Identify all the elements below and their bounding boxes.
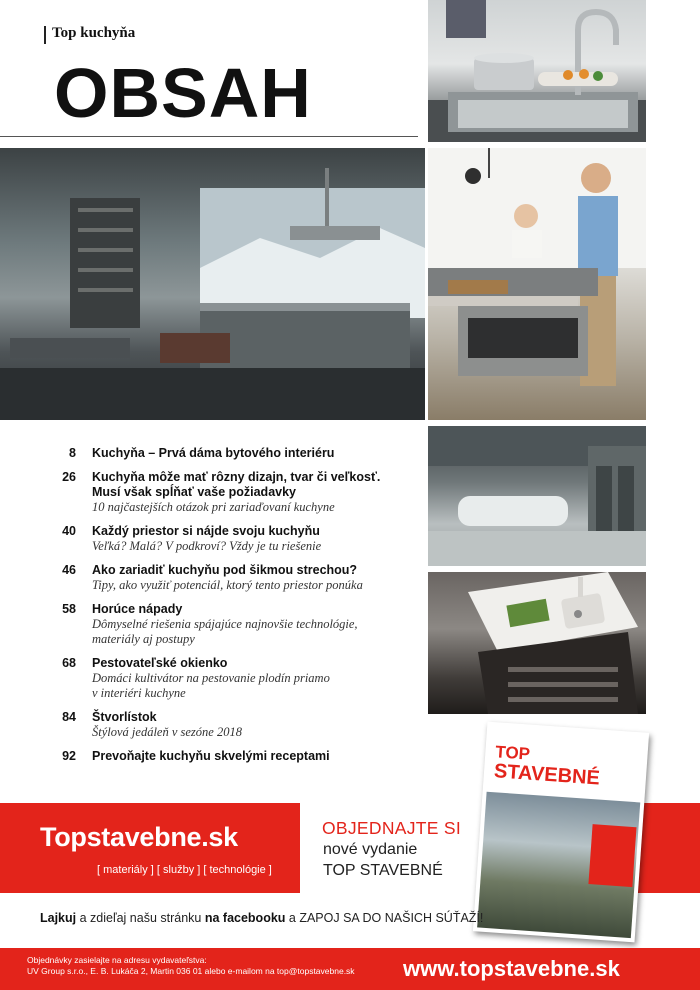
toc-subtitle: Dômyselné riešenia spájajúce najnovšie technológie, materiály aj postupy: [92, 617, 358, 646]
ad-cta-text: nové vydanie: [323, 841, 418, 858]
toc-subtitle: 10 najčastejších otázok pri zariaďovaní kuchyne: [92, 500, 335, 514]
toc-item[interactable]: [50, 710, 430, 740]
title-rule: [0, 136, 418, 137]
footer-address-label: Objednávky zasielajte na adresu vydavateľstva:: [27, 955, 207, 965]
toc-page-number: 46: [62, 563, 76, 577]
toc-page-number: 68: [62, 656, 76, 670]
section-title: Top kuchyňa: [52, 25, 136, 41]
page-title: OBSAH: [54, 54, 312, 132]
photo-white-kitchen: [428, 426, 646, 566]
footer-address: UV Group s.r.o., E. B. Lukáča 2, Martin 036 01 alebo e-mailom na top@topstavebne.sk: [27, 966, 355, 976]
toc-item[interactable]: [50, 563, 430, 593]
toc-title: Kuchyňa – Prvá dáma bytového interiéru: [92, 446, 335, 460]
toc-subtitle: Tipy, ako využiť potenciál, ktorý tento priestor ponúka: [92, 578, 363, 592]
header-divider: [44, 26, 46, 44]
photo-modern-kitchen: [0, 148, 425, 420]
facebook-link[interactable]: na facebooku: [204, 911, 286, 925]
toc-subtitle: Veľká? Malá? V podkroví? Vždy je tu riešenie: [92, 539, 322, 553]
toc-title: Prevoňajte kuchyňu skvelými receptami: [92, 749, 330, 763]
toc-page-number: 92: [62, 749, 76, 763]
toc-page-number: 40: [62, 524, 76, 538]
facebook-text: a zdieľaj našu stránku: [76, 911, 205, 925]
toc-title: Každý priestor si nájde svoju kuchyňu: [92, 524, 320, 538]
toc-title: Ako zariadiť kuchyňu pod šikmou strechou?: [92, 563, 358, 577]
toc-page-number: 84: [62, 710, 76, 724]
toc-item[interactable]: [50, 656, 430, 701]
ad-cta-heading: OBJEDNAJTE SI: [322, 818, 462, 838]
toc-item[interactable]: [50, 470, 430, 515]
toc-item[interactable]: [50, 602, 430, 647]
facebook-text: a ZAPOJ SA DO NAŠICH SÚŤAŽÍ!: [285, 911, 484, 925]
toc-subtitle: Štýlová jedáleň v sezóne 2018: [92, 725, 242, 739]
ad-logo[interactable]: Topstavebne.sk: [40, 822, 238, 852]
ad-tagline: [ materiály ] [ služby ] [ technológie ]: [97, 864, 272, 876]
facebook-promo: [40, 911, 483, 925]
footer-website-link[interactable]: www.topstavebne.sk: [403, 956, 620, 981]
magazine-red-box: [588, 824, 636, 887]
facebook-like-word: Lajkuj: [40, 911, 77, 925]
toc-page-number: 58: [62, 602, 76, 616]
toc-page-number: 8: [69, 446, 76, 460]
toc-title: Štvorlístok: [92, 710, 157, 724]
magazine-cover[interactable]: [473, 722, 649, 943]
magazine-title: STAVEBNÉ: [493, 760, 601, 790]
photo-kitchen-faucet: [428, 0, 646, 142]
toc-page-number: 26: [62, 470, 76, 484]
toc-item[interactable]: [50, 524, 430, 554]
toc-title: Horúce nápady: [92, 602, 183, 616]
toc-title: Kuchyňa môže mať rôzny dizajn, tvar či veľkosť. Musí však spĺňať vaše požiadavky: [92, 470, 381, 499]
toc-subtitle: Domáci kultivátor na pestovanie plodín priamo v interiéri kuchyne: [92, 671, 330, 700]
magazine-title-top: TOP: [494, 742, 531, 764]
ad-cta-text: TOP STAVEBNÉ: [323, 862, 443, 879]
toc-item[interactable]: [50, 446, 430, 461]
photo-couple-kitchen: [428, 148, 646, 420]
table-of-contents: [50, 446, 430, 773]
toc-item[interactable]: [50, 749, 430, 764]
toc-title: Pestovateľské okienko: [92, 656, 228, 670]
photo-sink-drawer: [428, 572, 646, 714]
